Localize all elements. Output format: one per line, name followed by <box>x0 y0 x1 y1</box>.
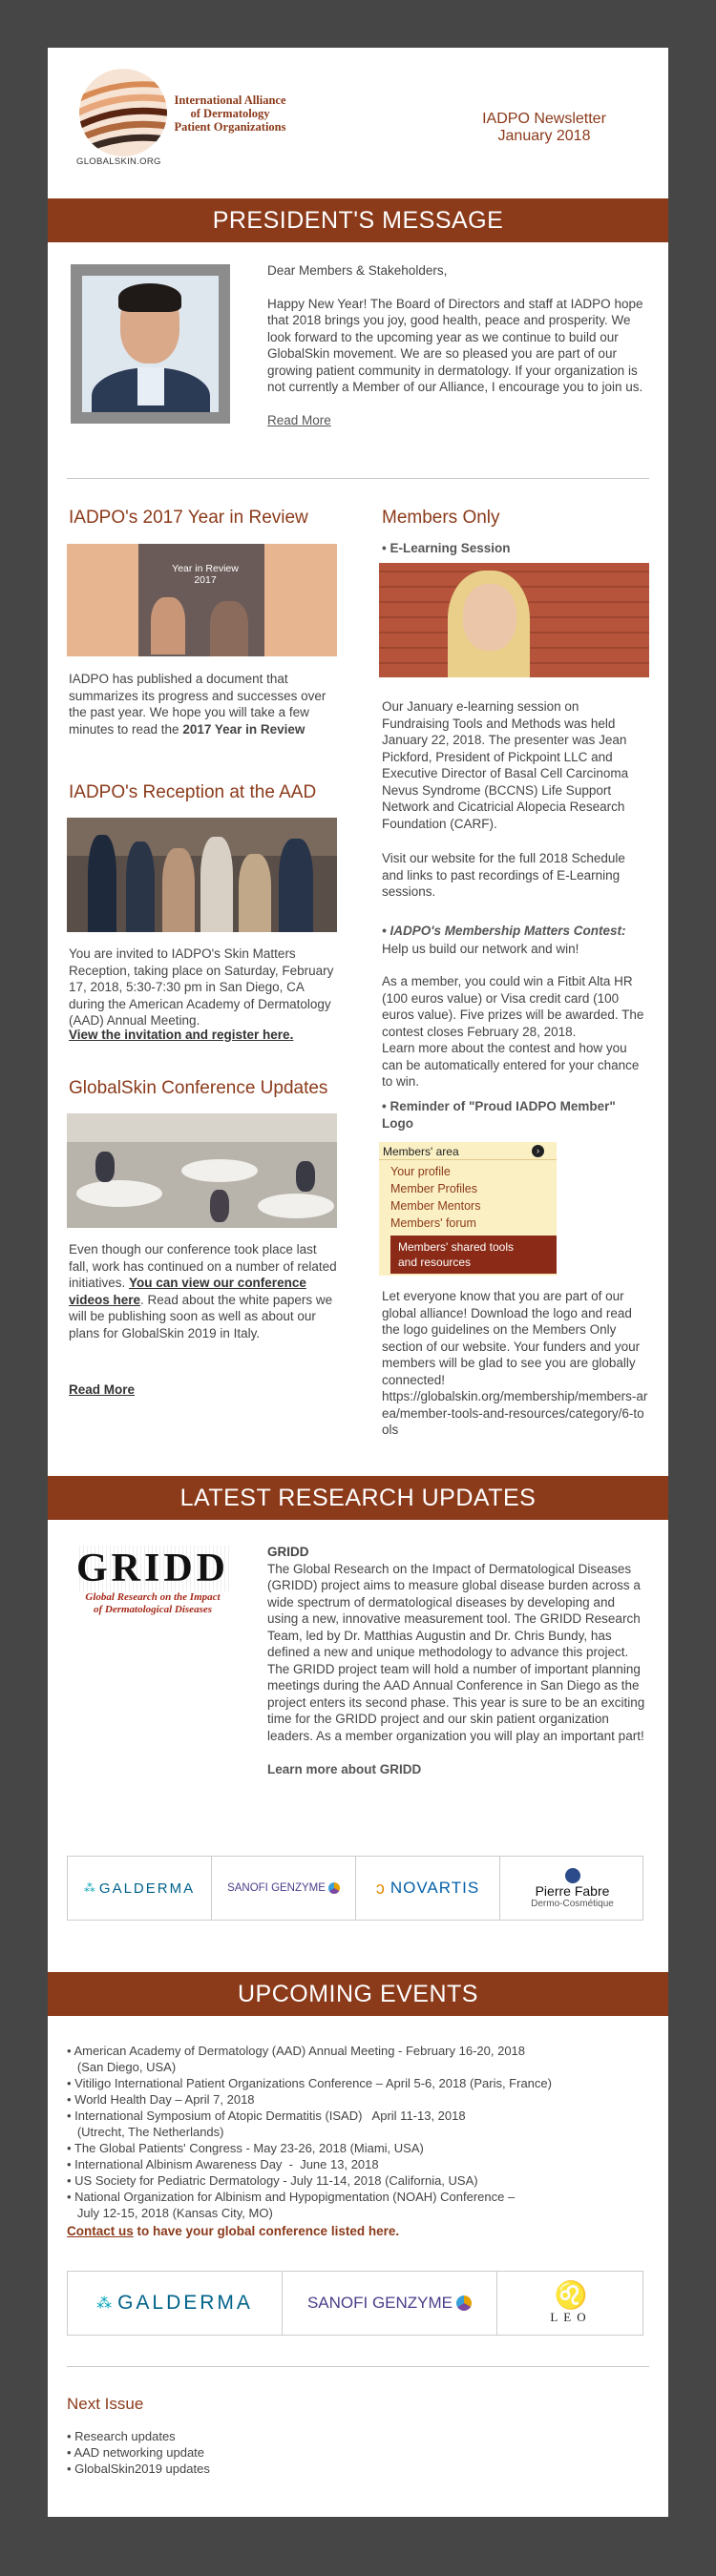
reception-register-link[interactable]: View the invitation and register here. <box>69 1028 294 1042</box>
galderma-dots-icon: ⁂ <box>96 2296 113 2312</box>
gridd-logo-wordmark: GRIDD <box>76 1547 230 1590</box>
members-menu-list <box>390 1163 480 1232</box>
section-divider <box>67 2366 649 2367</box>
members-area-menu <box>379 1142 557 1276</box>
contest-head: IADPO's Membership Matters Contest: <box>390 924 626 938</box>
year-review-caption2: 2017 <box>194 574 217 586</box>
event-item: (San Diego, USA) <box>67 2060 177 2074</box>
next-issue-list <box>67 2428 210 2477</box>
logo-head-line1: Reminder of "Proud IADPO Member" <box>390 1099 616 1113</box>
events-list <box>67 2043 640 2221</box>
conference-read-more-link[interactable]: Read More <box>69 1382 136 1397</box>
year-review-body: IADPO has published a document that summarizes its progress and successes over the past year. We hope you will take a few minutes to read the 2017 Year in Review <box>69 672 326 737</box>
event-item: • International Symposium of Atopic Dermatitis (ISAD) April 11-13, 2018 <box>67 2109 466 2123</box>
gridd-logo-sub1: Global Research on the Impact <box>85 1591 221 1603</box>
elearning-body2[interactable]: Visit our website for the full 2018 Schedule and links to past recordings of E-Learning sessions. <box>382 851 625 899</box>
contact-rest-text: to have your global conference listed here. <box>133 2224 400 2238</box>
contest-body2[interactable]: Learn more about the contest and how you can be automatically entered for your chance to win. <box>382 1041 640 1089</box>
event-item: (Utrecht, The Netherlands) <box>67 2125 224 2139</box>
next-issue-item: • AAD networking update <box>67 2445 205 2460</box>
event-item: • Vitiligo International Patient Organizations Conference – April 5-6, 2018 (Paris, France) <box>67 2076 552 2090</box>
galderma-logo[interactable]: ⁂ GALDERMA <box>68 1857 212 1920</box>
presidents-message-banner: PRESIDENT'S MESSAGE <box>48 198 668 242</box>
reception-body: You are invited to IADPO's Skin Matters Reception, taking place on Saturday, February 17, 2018, 5:30-7:30 pm in San Diego, CA during the American Academy of Dermatology (AAD) Annual Meeting. <box>69 946 334 1028</box>
arrow-right-icon[interactable]: › <box>532 1145 544 1157</box>
research-banner: LATEST RESEARCH UPDATES <box>48 1476 668 1520</box>
newsletter-date: January 2018 <box>497 128 591 144</box>
galderma-dots-icon: ⁂ <box>83 1881 95 1895</box>
sponsor-logos-research <box>67 1856 643 1921</box>
year-review-image[interactable] <box>67 544 337 656</box>
year-review-caption1: Year in Review <box>172 563 239 574</box>
logo-url-link[interactable]: https://globalskin.org/membership/members-area/member-tools-and-resources/category/6-tools <box>382 1389 648 1437</box>
members-shared-tools-item[interactable]: Members' shared tools and resources <box>390 1236 557 1274</box>
event-item: • World Health Day – April 7, 2018 <box>67 2092 255 2107</box>
members-menu-title: Members' area <box>383 1145 459 1158</box>
conference-body: Even though our conference took place last fall, work has continued on a number of related initiatives. You can view our conference videos here. Read about the white papers we will be publishing soon as well as about our plans for GlobalSkin 2019 in Italy. <box>69 1242 337 1340</box>
conference-photo <box>67 1113 337 1228</box>
gridd-learn-more-link[interactable]: Learn more about GRIDD <box>267 1762 422 1776</box>
novartis-logo[interactable]: ↄ NOVARTIS <box>356 1857 500 1920</box>
reception-photo <box>67 818 337 932</box>
event-item: • The Global Patients' Congress - May 23-26, 2018 (Miami, USA) <box>67 2141 424 2155</box>
sanofi-genzyme-logo[interactable]: SANOFI GENZYME <box>212 1857 356 1920</box>
pierre-fabre-emblem-icon <box>565 1868 580 1883</box>
galderma-logo[interactable]: ⁂ GALDERMA <box>68 2272 283 2335</box>
event-item: • International Albinism Awareness Day - June 13, 2018 <box>67 2157 379 2171</box>
gridd-logo-sub2: of Dermatological Diseases <box>93 1604 213 1615</box>
members-menu-item[interactable]: Members' forum <box>390 1216 476 1230</box>
sanofi-swirl-icon <box>456 2296 472 2311</box>
iadpo-logo[interactable] <box>71 67 300 172</box>
sanofi-genzyme-logo[interactable]: SANOFI GENZYME <box>283 2272 497 2335</box>
president-body: Happy New Year! The Board of Directors and staff at IADPO hope that 2018 brings you joy, good health, peace and prosperity. We look forward to the upcoming year as we continue to build our GlobalSkin movement. We are so pleased you are part of our growing patient community in dermatology. If your organization is not currently a Member of our Alliance, I encourage you to join us. <box>267 296 643 394</box>
logo-head-line2: Logo <box>382 1116 413 1131</box>
logo-body: Let everyone know that you are part of our global alliance! Download the logo and read the logo guidelines on the Members Only section of our website. Your funders and your members will be glad to see you are globally connected! <box>382 1289 641 1387</box>
members-menu-item[interactable]: Member Mentors <box>390 1199 481 1213</box>
leo-logo[interactable]: ♌ LEO <box>550 2280 592 2324</box>
gridd-logo[interactable] <box>76 1546 229 1631</box>
reception-title: IADPO's Reception at the AAD <box>69 782 317 802</box>
year-review-title: IADPO's 2017 Year in Review <box>69 508 308 528</box>
org-name-line2: of Dermatology <box>190 107 270 120</box>
newsletter-page: International Alliance of Dermatology Patient Organizations GLOBALSKIN.ORG IADPO Newsletter January 2018 PRESIDENT'S MESSAGE Dear Members & Stakeholders, Happy New Year! The Board of Directors and staff at IADPO hope that 2018 brings you joy, good health, peace and prosperity. We look forward to the upcoming year as we continue to build our GlobalSkin movement. We are so pleased you are part of our growing patient community in dermatology. If your organization is not currently a Member of our Alliance, I encourage you to join us. Read More IADPO's 2017 Year in Review Year in Review 2017 IADPO has published a document that summarizes its progress and successes over the past year. We hope you will take a few minutes to read the 2017 Year in Review IADPO's Reception at the AAD You are invited to IADPO's Skin Matters Reception, taking place on Saturday, February 17, 2018, 5:30-7:30 pm in San Diego, CA during the American Academy of Dermatology (AAD) Annual Meeting. View the invitation and register here. GlobalSkin Conference Updates Even though our conference took place last fall, work has continued on a number of related initiatives. You can view our conference videos here. Read about the white papers we will be publishing soon as well as about our plans for GlobalSkin 2019 in Italy. Read More Members Only • E-Learning Session Our January e-learning session on Fundraising Tools and Methods was held January 22, 2018. The presenter was Jean Pickford, President of Pickpoint LLC and Executive Director of Basal Cell Carcinoma Nevus Syndrome (BCCNS) Life Support Network and Cicatricial Alopecia Research Foundation (CARF). Visit our website for the full 2018 Schedule and links to past recordings of E-Learning sessions. • IADPO's Membership Matters Contest: Help us build our network and win! As a member, you could win a Fitbit Alta HR (100 euros value) or Visa credit card (100 euros value). Five prizes will be awarded. The contest closes February 28, 2018. Learn more about the contest and how you can be automatically entered for your chance to win. • Reminder of "Proud IADPO Member" Logo Members' area › Your profile Member Profiles Member Mentors Members' forum Members' shared tools and resources Let everyone know that you are part of our global alliance! Download the logo and read the logo guidelines on the Members Only section of our website. Your funders and your members will be glad to see you are globally connected! https://globalskin.org/membership/members-area/member-tools-and-resources/category/6-tools LATEST RESEARCH UPDATES GRIDD Global Research on the Impact of Dermatological Diseases GRIDD The Global Research on the Impact of Dermatological Diseases (GRIDD) project aims to measure global disease burden across a wide spectrum of dermatological diseases by developing and using a new, innovative measurement tool. The GRIDD Research Team, led by Dr. Matthias Augustin and Dr. Chris Bundy, has defined a new and unique methodology to advance this project. The GRIDD project team will hold a number of important planning meetings during the AAD Annual Conference in San Diego as the project enters its second phase. This year is sure to be an exciting time for the GRIDD project and our skin patient organization leaders. As a member organization you will play an important part! Learn more about GRIDD ⁂ GALDERMA SANOFI GENZYME ↄ NOVARTIS Pierre Fabre Dermo-Cosmétique UPCOMING EVENTS • American Academy of Dermatology (AAD) Annual Meeting - February 16-20, 2018 (San Diego, USA) • Vitiligo International Patient Organizations Conference – April 5-6, 2018 (Paris, France) • World Health Day – April 7, 2018 • International Symposium of Atopic Dermatitis (ISAD) April 11-13, 2018 (Utrecht, The Netherlands) • The Global Patients' Congress - May 23-26, 2018 (Miami, USA) • International Albinism Awareness Day - June 13, 2018 • US Society for Pediatric Dermatology - July 11-14, 2018 (California, USA) • National Organization for Albinism and Hypopigmentation (NOAH) Conference – July 12-15, 2018 (Kansas City, MO) Contact us to have your global conference listed here. ⁂ GALDERMA SANOFI GENZYME ♌ LEO Next Issue • Research updates • AAD networking update • GlobalSkin2019 updates <box>48 48 668 2517</box>
next-issue-item: • GlobalSkin2019 updates <box>67 2462 210 2476</box>
contest-tag: Help us build our network and win! <box>382 942 579 956</box>
next-issue-title: Next Issue <box>67 2395 144 2413</box>
president-photo <box>71 264 230 424</box>
leo-lion-icon: ♌ <box>554 2280 588 2310</box>
sanofi-swirl-icon <box>328 1882 340 1894</box>
event-item: • National Organization for Albinism and Hypopigmentation (NOAH) Conference – <box>67 2190 516 2204</box>
sponsor-logos-events <box>67 2271 643 2336</box>
gridd-head: GRIDD <box>267 1545 309 1559</box>
pierre-fabre-logo[interactable]: Pierre Fabre Dermo-Cosmétique <box>500 1857 644 1920</box>
contest-body: As a member, you could win a Fitbit Alta HR (100 euros value) or Visa credit card (100 euros value). Five prizes will be awarded. The contest closes February 28, 2018. <box>382 974 644 1039</box>
members-menu-item[interactable]: Member Profiles <box>390 1182 477 1195</box>
next-issue-item: • Research updates <box>67 2429 176 2443</box>
event-item: July 12-15, 2018 (Kansas City, MO) <box>67 2206 273 2220</box>
conference-videos-link[interactable]: You can view our conference videos here <box>69 1276 306 1307</box>
elearning-body: Our January e-learning session on Fundraising Tools and Methods was held January 22, 2018. The presenter was Jean Pickford, President of Pickpoint LLC and Executive Director of Basal Cell Carcinoma Nevus Syndrome (BCCNS) Life Support Network and Cicatricial Alopecia Research Foundation (CARF). <box>382 699 629 831</box>
newsletter-title: IADPO Newsletter <box>482 111 606 127</box>
members-only-title: Members Only <box>382 508 500 528</box>
event-item: • American Academy of Dermatology (AAD) Annual Meeting - February 16-20, 2018 <box>67 2044 526 2058</box>
contact-us-link[interactable]: Contact us <box>67 2224 134 2238</box>
org-name-line3: Patient Organizations <box>174 120 286 134</box>
gridd-body: The Global Research on the Impact of Dermatological Diseases (GRIDD) project aims to measure global disease burden across a wide spectrum of dermatological diseases by developing and using a new, innovative measurement tool. The GRIDD Research Team, led by Dr. Matthias Augustin and Dr. Chris Bundy, has defined a new and unique methodology to advance this project. The GRIDD project team will hold a number of important planning meetings during the AAD Annual Conference in San Diego as the project enters its second phase. This year is sure to be an exciting time for the GRIDD project and our skin patient organization leaders. As a member organization you will play an important part! <box>267 1561 645 1743</box>
org-name-line1: International Alliance <box>174 93 286 107</box>
elearning-photo <box>379 563 649 677</box>
elearning-head: E-Learning Session <box>390 541 511 555</box>
section-divider <box>67 478 649 479</box>
members-menu-item[interactable]: Your profile <box>390 1165 451 1178</box>
novartis-flame-icon: ↄ <box>375 1878 385 1898</box>
event-item: • US Society for Pediatric Dermatology - July 11-14, 2018 (California, USA) <box>67 2173 478 2188</box>
president-read-more-link[interactable]: Read More <box>267 412 331 427</box>
org-site: GLOBALSKIN.ORG <box>76 156 161 167</box>
year-review-link[interactable]: 2017 Year in Review <box>182 721 305 737</box>
events-banner: UPCOMING EVENTS <box>48 1972 668 2016</box>
conference-title: GlobalSkin Conference Updates <box>69 1078 328 1098</box>
president-greeting: Dear Members & Stakeholders, <box>267 263 448 278</box>
